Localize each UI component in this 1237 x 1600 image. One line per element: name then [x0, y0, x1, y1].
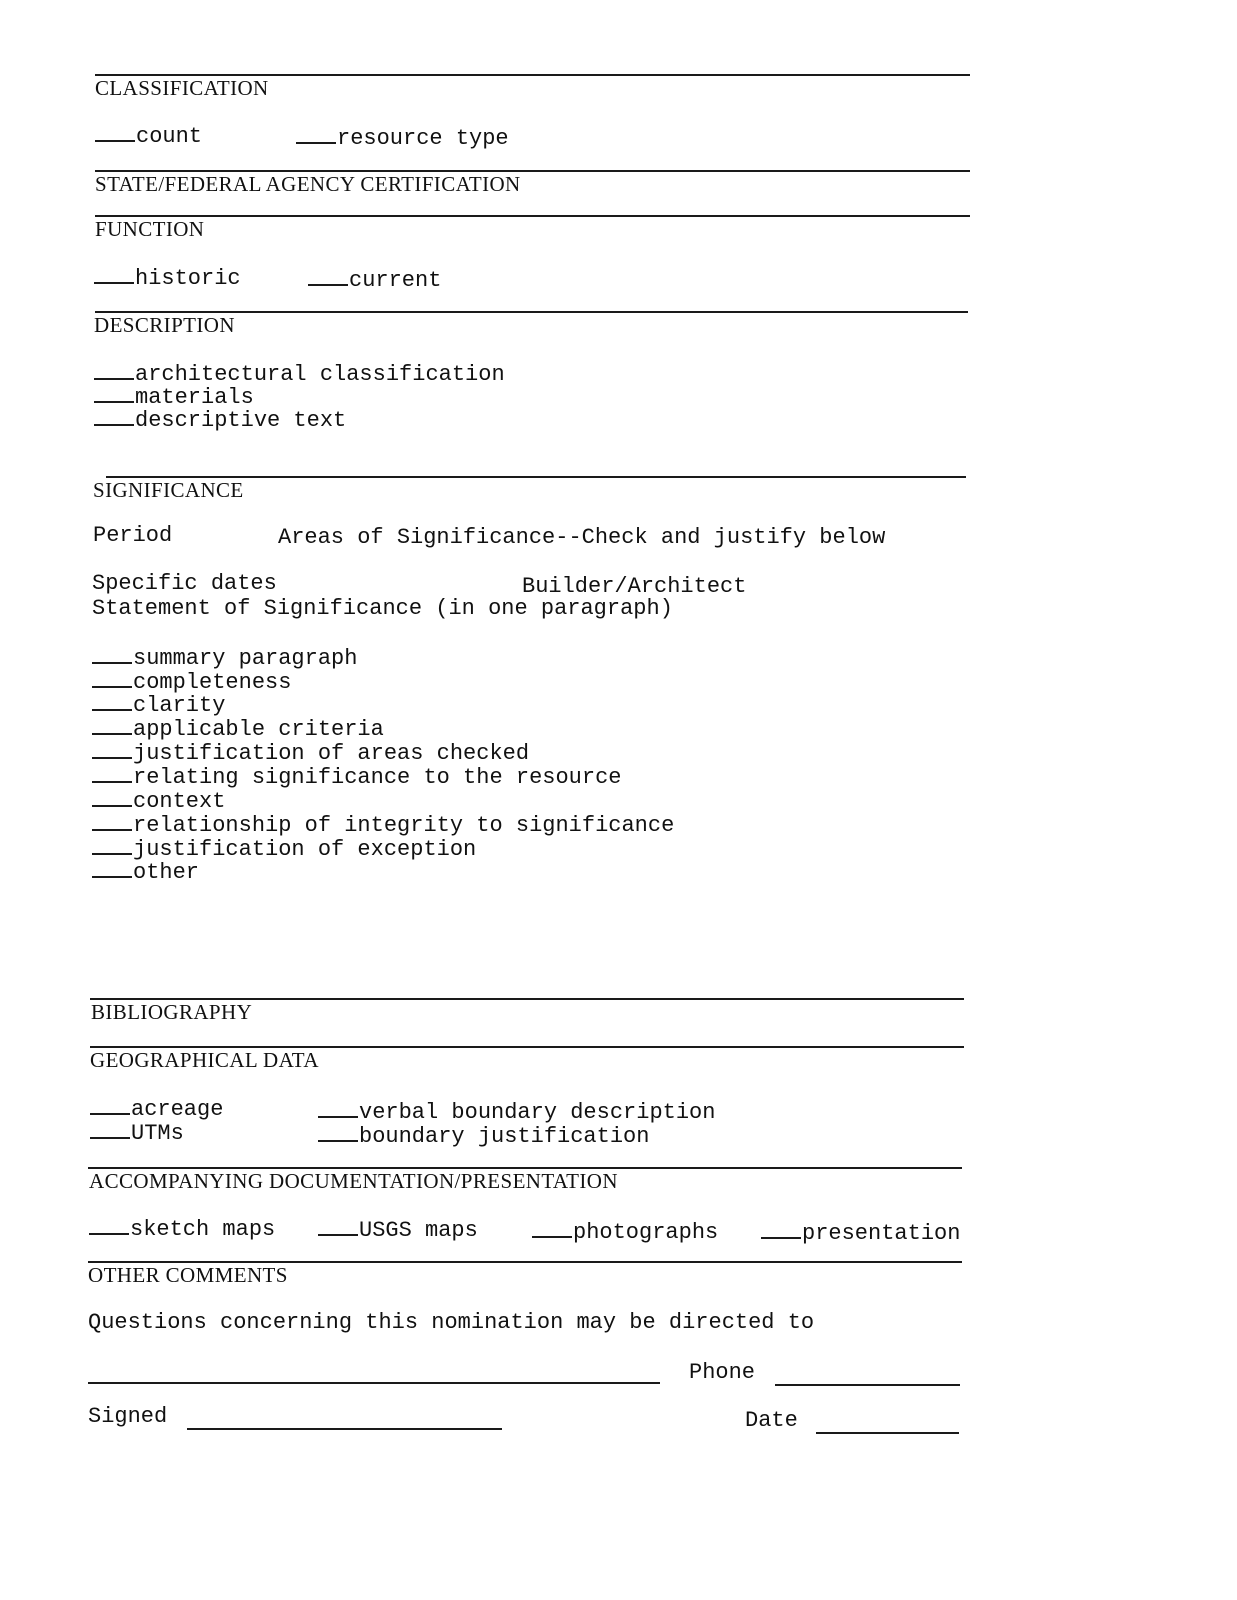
count-blank[interactable] — [95, 122, 135, 142]
state-federal-heading: STATE/FEDERAL AGENCY CERTIFICATION — [95, 172, 521, 196]
sig-checkbox-justification-areas[interactable] — [92, 739, 529, 766]
historic-checkbox[interactable] — [94, 264, 241, 291]
sig-label-summary: summary paragraph — [133, 646, 358, 671]
sig-blank-summary[interactable] — [92, 644, 132, 664]
areas-of-significance-label: Areas of Significance--Check and justify below — [278, 525, 886, 550]
resource-type-checkbox[interactable] — [296, 124, 509, 151]
statement-of-significance-label: Statement of Significance (in one paragraph) — [92, 596, 673, 621]
architectural-classification-blank[interactable] — [94, 360, 134, 380]
photographs-blank[interactable] — [532, 1218, 572, 1238]
boundary-justification-checkbox[interactable] — [318, 1122, 649, 1149]
sig-label-criteria: applicable criteria — [133, 717, 384, 742]
bibliography-heading: BIBLIOGRAPHY — [91, 1000, 253, 1024]
sig-blank-clarity[interactable] — [92, 691, 132, 711]
utms-checkbox[interactable] — [90, 1119, 184, 1146]
resource-type-blank[interactable] — [296, 124, 336, 144]
descriptive-text-blank[interactable] — [94, 406, 134, 426]
date-label: Date — [745, 1408, 798, 1433]
resource-type-label: resource type — [337, 126, 509, 151]
sig-blank-criteria[interactable] — [92, 715, 132, 735]
signature-line[interactable] — [187, 1428, 502, 1430]
current-label: current — [349, 268, 442, 293]
sig-blank-relating[interactable] — [92, 763, 132, 783]
materials-blank[interactable] — [94, 383, 134, 403]
verbal-boundary-checkbox[interactable] — [318, 1098, 715, 1125]
verbal-boundary-label: verbal boundary description — [359, 1100, 716, 1125]
function-heading: FUNCTION — [95, 217, 205, 241]
significance-heading: SIGNIFICANCE — [93, 478, 244, 502]
function-rule — [95, 215, 970, 217]
usgs-maps-checkbox[interactable] — [318, 1216, 478, 1243]
sig-blank-other[interactable] — [92, 858, 132, 878]
geographical-heading: GEOGRAPHICAL DATA — [90, 1048, 319, 1072]
verbal-boundary-blank[interactable] — [318, 1098, 358, 1118]
contact-name-line[interactable] — [88, 1382, 660, 1384]
sig-blank-justification-areas[interactable] — [92, 739, 132, 759]
current-blank[interactable] — [308, 266, 348, 286]
date-line[interactable] — [816, 1432, 959, 1434]
phone-label: Phone — [689, 1360, 756, 1385]
presentation-checkbox[interactable] — [761, 1219, 960, 1246]
sig-checkbox-integrity[interactable] — [92, 811, 674, 838]
acreage-blank[interactable] — [90, 1095, 130, 1115]
acreage-label: acreage — [131, 1097, 224, 1122]
photographs-label: photographs — [573, 1220, 719, 1245]
sig-label-other: other — [133, 860, 200, 885]
sig-label-exception: justification of exception — [133, 837, 477, 862]
usgs-maps-label: USGS maps — [359, 1218, 478, 1243]
builder-architect-label: Builder/Architect — [522, 574, 747, 599]
signed-label: Signed — [88, 1404, 168, 1429]
historic-blank[interactable] — [94, 264, 134, 284]
questions-text: Questions concerning this nomination may be directed to — [88, 1310, 815, 1335]
phone-line[interactable] — [775, 1384, 960, 1386]
count-checkbox[interactable] — [95, 122, 202, 149]
sig-blank-integrity[interactable] — [92, 811, 132, 831]
sig-label-justification-areas: justification of areas checked — [133, 741, 530, 766]
utms-blank[interactable] — [90, 1119, 130, 1139]
acreage-checkbox[interactable] — [90, 1095, 223, 1122]
boundary-justification-blank[interactable] — [318, 1122, 358, 1142]
utms-label: UTMs — [131, 1121, 184, 1146]
sig-checkbox-clarity[interactable] — [92, 691, 225, 718]
sig-label-integrity: relationship of integrity to significance — [133, 813, 675, 838]
sig-checkbox-criteria[interactable] — [92, 715, 384, 742]
sig-blank-context[interactable] — [92, 787, 132, 807]
usgs-maps-blank[interactable] — [318, 1216, 358, 1236]
period-label: Period — [93, 523, 173, 548]
sig-label-relating: relating significance to the resource — [133, 765, 622, 790]
other-comments-heading: OTHER COMMENTS — [88, 1263, 288, 1287]
sig-checkbox-other[interactable] — [92, 858, 199, 885]
architectural-classification-label: architectural classification — [135, 362, 505, 387]
sig-checkbox-context[interactable] — [92, 787, 225, 814]
sketch-maps-checkbox[interactable] — [89, 1215, 275, 1242]
sketch-maps-label: sketch maps — [130, 1217, 276, 1242]
descriptive-text-label: descriptive text — [135, 408, 347, 433]
current-checkbox[interactable] — [308, 266, 441, 293]
sig-checkbox-relating[interactable] — [92, 763, 621, 790]
materials-label: materials — [135, 385, 254, 410]
sketch-maps-blank[interactable] — [89, 1215, 129, 1235]
sig-checkbox-summary[interactable] — [92, 644, 357, 671]
sig-label-completeness: completeness — [133, 670, 292, 695]
boundary-justification-label: boundary justification — [359, 1124, 650, 1149]
specific-dates-label: Specific dates — [92, 571, 277, 596]
classification-heading: CLASSIFICATION — [95, 76, 269, 100]
sig-blank-exception[interactable] — [92, 835, 132, 855]
sig-label-clarity: clarity — [133, 693, 226, 718]
accompanying-heading: ACCOMPANYING DOCUMENTATION/PRESENTATION — [89, 1169, 618, 1193]
presentation-blank[interactable] — [761, 1219, 801, 1239]
photographs-checkbox[interactable] — [532, 1218, 718, 1245]
count-label: count — [136, 124, 203, 149]
sig-blank-completeness[interactable] — [92, 668, 132, 688]
sig-label-context: context — [133, 789, 226, 814]
description-heading: DESCRIPTION — [94, 313, 235, 337]
historic-label: historic — [135, 266, 241, 291]
presentation-label: presentation — [802, 1221, 961, 1246]
descriptive-text-checkbox[interactable] — [94, 406, 346, 433]
